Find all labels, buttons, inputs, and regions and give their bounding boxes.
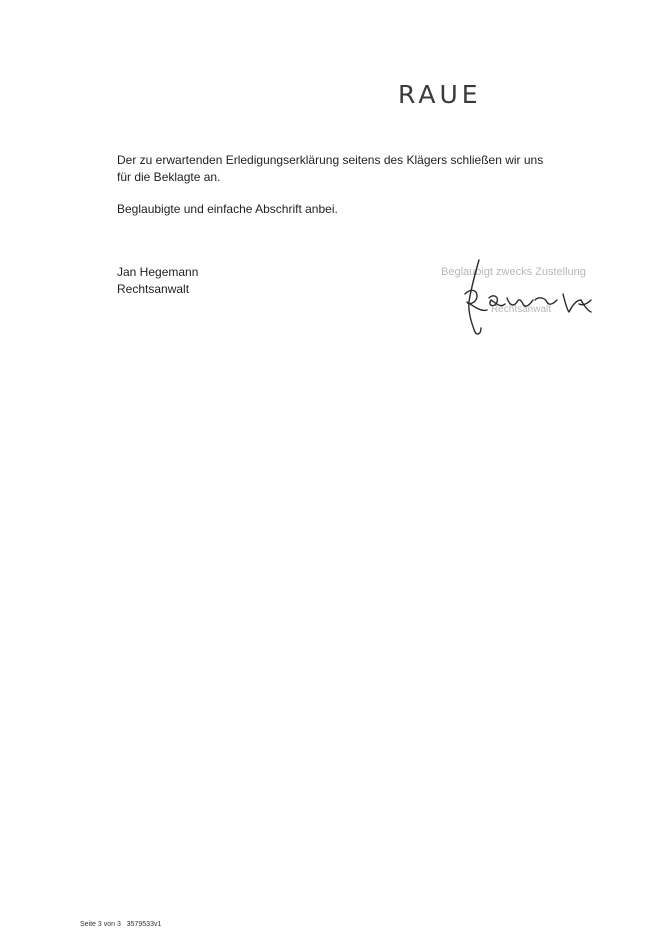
footer-document-id: 3579533v1 [126,921,162,928]
footer-page-number: Seite 3 von 3 [80,921,121,928]
firm-logo: RAUE [398,80,482,109]
paragraph-declaration-line-2: für die Beklagte an. [117,170,221,184]
stamp-certification-text: Beglaubigt zwecks Zustellung [441,266,586,278]
signer-name: Jan Hegemann [117,265,199,279]
paragraph-declaration-line-1: Der zu erwartenden Erledigungserklärung seitens des Klägers schließen wir uns [117,153,544,167]
stamp-title-text: Rechtsanwalt [491,304,552,315]
paragraph-enclosure: Beglaubigte und einfache Abschrift anbei. [117,202,338,216]
signer-title: Rechtsanwalt [117,282,190,296]
paragraph-declaration [117,152,587,186]
handwritten-signature [441,254,601,344]
page-footer [80,921,161,928]
signature-block [117,264,198,298]
